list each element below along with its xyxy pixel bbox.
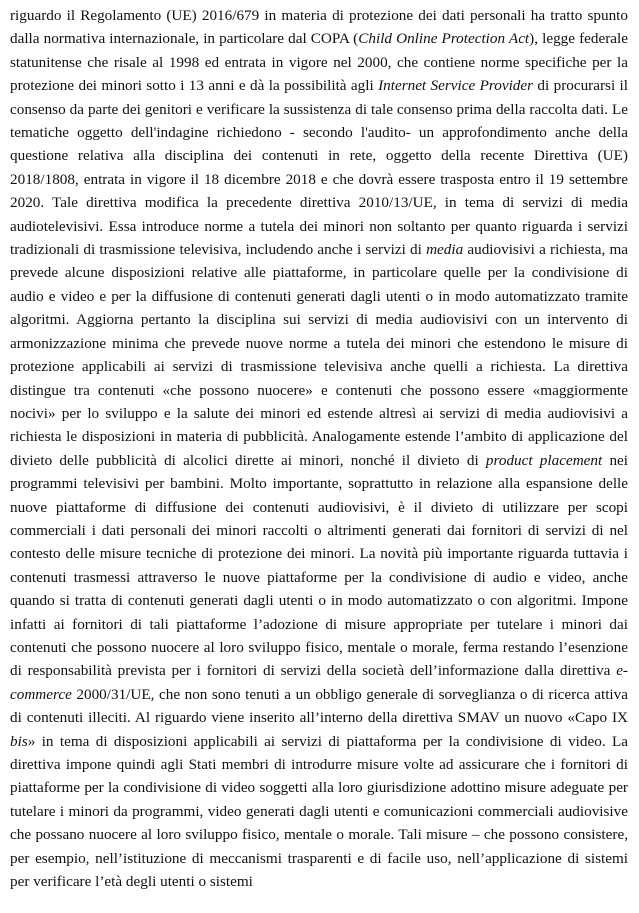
italic-text-segment: bis [10, 732, 28, 750]
italic-text-segment: product placement [485, 451, 603, 469]
text-segment: » in tema di disposizioni applicabili ai servizi di piattaforma per la condivisione di video. La direttiva impone quindi agli Stati membri di introdurre misure volte ad assicurare che i fornitori di piattaforme per la condivisione di video soggetti alla loro giurisdizione adottino misure adeguate per tutelare i minori da programmi, video generati dagli utenti e comunicazioni commerciali audiovisive che possano nuocere al loro sviluppo fisico, mentale o morale. Tali misure – che possono consistere, per esempio, nell’istituzione di meccanismi trasparenti e di facile uso, nell’applicazione di sistemi per verificare l’età degli utenti o sistemi [10, 732, 628, 891]
italic-text-segment: Internet Service Provider [378, 77, 534, 95]
italic-text-segment: e-commerce [10, 662, 628, 703]
text-segment: riguardo il Regolamento (UE) 2016/679 in materia di protezione dei dati personali ha tratto spunto dalla normativa internazionale, in particolare dal COPA ( [10, 7, 628, 48]
italic-text-segment: media [426, 241, 464, 259]
italic-text-segment: Child Online Protection Act [358, 30, 530, 48]
text-segment: 2000/31/UE, che non sono tenuti a un obbligo generale di sorveglianza o di ricerca attiva di contenuti illeciti. Al riguardo viene inserito all’interno della direttiva SMAV un nuovo «Capo IX [10, 685, 628, 727]
document-page [10, 4, 628, 893]
text-segment: di procurarsi il consenso da parte dei genitori e verificare la sussistenza di tale consenso prima della raccolta dati. Le tematiche oggetto dell'indagine richiedono - secondo l'audito- un approfondimento anche della questione relativa alla disciplina dei contenuti in rete, oggetto della recente Direttiva (UE) 2018/1808, entrata in vigore il 18 dicembre 2018 e che dovrà essere trasposta entro il 19 settembre 2020. Tale direttiva modifica la precedente direttiva 2010/13/UE, in tema di servizi di media audiotelevisivi. Essa introduce norme a tutela dei minori non soltanto per quanto riguarda i servizi tradizionali di trasmissione televisiva, includendo anche i servizi di [10, 77, 628, 259]
text-segment: ), legge federale statunitense che risale al 1998 ed entrata in vigore nel 2000, che contiene norme specifiche per la protezione dei minori sotto i 13 anni e dà la possibilità agli [10, 30, 628, 95]
text-segment: audiovisivi a richiesta, ma prevede alcune disposizioni relative alle piattaforme, in particolare quelle per la condivisione di audio e video e per la diffusione di contenuti generati dagli utenti o in modo automatizzato tramite algoritmi. Aggiorna pertanto la disciplina sui servizi di media audiovisivi con un intervento di armonizzazione minima che prevede nuove norme a tutela dei minori che estendono le misure di protezione applicabili ai servizi di trasmissione televisiva anche quelli a richiesta. La direttiva distingue tra contenuti «che possono nuocere» e contenuti che possono essere «maggiormente nocivi» per lo sviluppo e la salute dei minori ed estende altresì ai servizi di media audiovisivi a richiesta le disposizioni in materia di pubblicità. Analogamente estende l’ambito di applicazione del divieto delle pubblicità di alcolici dirette ai minori, nonché il divieto di [10, 241, 628, 469]
text-segment: nei programmi televisivi per bambini. Molto importante, soprattutto in relazione alla espansione delle nuove piattaforme di diffusione dei contenuti audiovisivi, è il divieto di utilizzare per scopi commerciali i dati personali dei minori raccolti o altrimenti generati dai fornitori di servizi di nel contesto delle misure tecniche di protezione dei minori. La novità più importante riguarda tuttavia i contenuti trasmessi attraverso le nuove piattaforme per la condivisione di audio e video, anche quando si tratta di contenuti generati dagli utenti o in modo automatizzato o con algoritmi. Impone infatti ai fornitori di tali piattaforme l’adozione di misure appropriate per tutelare i minori dai contenuti che possono nuocere al loro sviluppo fisico, mentale o morale, ferma restando l’esenzione di responsabilità prevista per i fornitori di servizi della società dell’informazione dalla direttiva [10, 451, 628, 680]
body-paragraph [10, 4, 628, 893]
